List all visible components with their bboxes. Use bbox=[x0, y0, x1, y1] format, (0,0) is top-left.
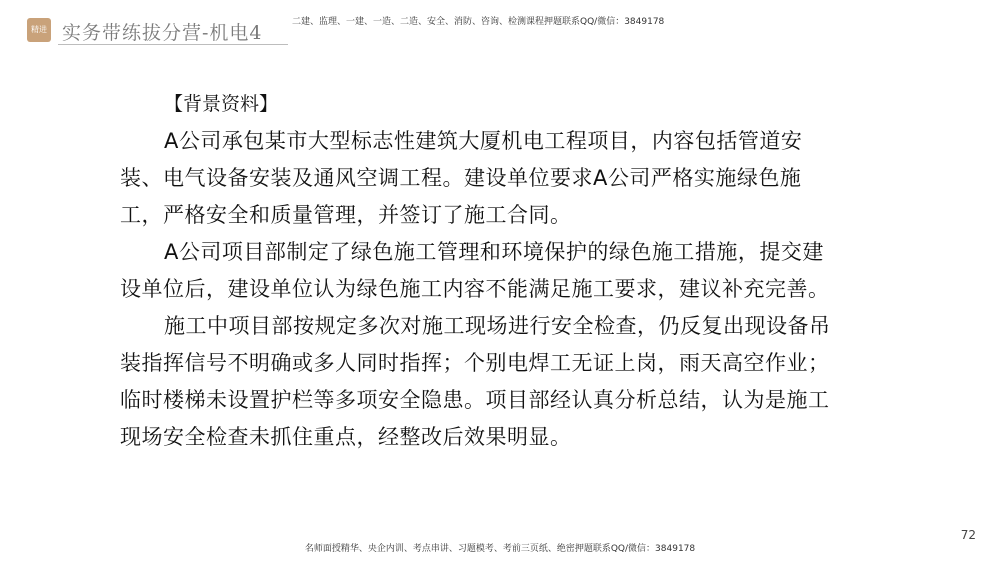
paragraph-1: A公司承包某市大型标志性建筑大厦机电工程项目，内容包括管道安装、电气设备安装及通风空调工程。建设单位要求A公司严格实施绿色施工，严格安全和质量管理，并签订了施工合同。 bbox=[120, 129, 803, 227]
brand-logo: 精进 bbox=[27, 18, 51, 42]
paragraph-3: 施工中项目部按规定多次对施工现场进行安全检查，仍反复出现设备吊装指挥信号不明确或多人同时指挥；个别电焊工无证上岗，雨天高空作业；临时楼梯未设置护栏等多项安全隐患。项目部经认真分析总结，认为是施工现场安全检查未抓住重点，经整改后效果明显。 bbox=[120, 314, 831, 449]
paragraph-2: A公司项目部制定了绿色施工管理和环境保护的绿色施工措施，提交建设单位后，建设单位认为绿色施工内容不能满足施工要求，建议补充完善。 bbox=[120, 240, 830, 301]
course-title: 实务带练拔分营-机电4 bbox=[62, 22, 263, 44]
title-divider bbox=[58, 44, 288, 45]
top-contact-note: 二建、监理、一建、一造、二造、安全、消防、咨询、检测课程押题联系QQ/微信：3849178 bbox=[292, 17, 665, 27]
section-heading: 【背景资料】 bbox=[164, 93, 279, 115]
bottom-contact-note: 名师面授精华、央企内训、考点串讲、习题模考、考前三页纸、绝密押题联系QQ/微信：3849178 bbox=[304, 544, 696, 554]
page-number: 72 bbox=[960, 528, 976, 542]
slide-content bbox=[120, 86, 840, 456]
